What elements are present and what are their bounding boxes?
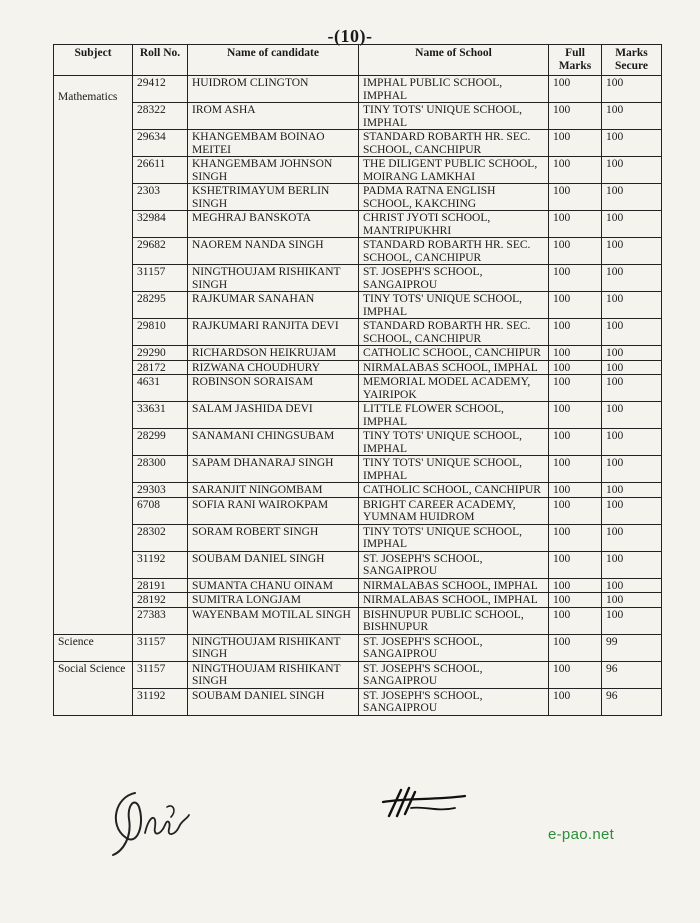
table-row xyxy=(54,130,662,157)
school-cell: NIRMALABAS SCHOOL, IMPHAL xyxy=(359,578,549,593)
full-marks-cell: 100 xyxy=(549,211,602,238)
marks-secured-cell: 100 xyxy=(602,402,662,429)
full-marks-cell: 100 xyxy=(549,157,602,184)
roll-cell: 28300 xyxy=(133,456,188,483)
marks-secured-cell: 100 xyxy=(602,593,662,608)
table-row xyxy=(54,429,662,456)
results-table xyxy=(53,44,662,716)
school-cell: CATHOLIC SCHOOL, CANCHIPUR xyxy=(359,483,549,498)
table-row xyxy=(54,593,662,608)
roll-cell: 29303 xyxy=(133,483,188,498)
candidate-cell: NINGTHOUJAM RISHIKANT SINGH xyxy=(188,661,359,688)
school-cell: ST. JOSEPH'S SCHOOL, SANGAIPROU xyxy=(359,551,549,578)
candidate-cell: SORAM ROBERT SINGH xyxy=(188,524,359,551)
table-row xyxy=(54,265,662,292)
marks-secured-cell: 100 xyxy=(602,375,662,402)
school-cell: BRIGHT CAREER ACADEMY, YUMNAM HUIDROM xyxy=(359,497,549,524)
candidate-cell: SAPAM DHANARAJ SINGH xyxy=(188,456,359,483)
table-row xyxy=(54,157,662,184)
roll-cell: 29412 xyxy=(133,76,188,103)
roll-cell: 29634 xyxy=(133,130,188,157)
roll-cell: 28191 xyxy=(133,578,188,593)
table-row xyxy=(54,688,662,715)
table-row xyxy=(54,551,662,578)
marks-secured-cell: 96 xyxy=(602,661,662,688)
candidate-cell: SOUBAM DANIEL SINGH xyxy=(188,688,359,715)
marks-secured-cell: 100 xyxy=(602,130,662,157)
candidate-cell: SARANJIT NINGOMBAM xyxy=(188,483,359,498)
header-roll-no: Roll No. xyxy=(133,45,188,76)
candidate-cell: ROBINSON SORAISAM xyxy=(188,375,359,402)
full-marks-cell: 100 xyxy=(549,483,602,498)
table-row xyxy=(54,497,662,524)
school-cell: MEMORIAL MODEL ACADEMY, YAIRIPOK xyxy=(359,375,549,402)
subject-label: Mathematics xyxy=(58,91,118,103)
full-marks-cell: 100 xyxy=(549,593,602,608)
signature-right-icon xyxy=(375,782,470,822)
full-marks-cell: 100 xyxy=(549,292,602,319)
roll-cell: 28172 xyxy=(133,360,188,375)
table-header-row xyxy=(54,45,662,76)
marks-secured-cell: 100 xyxy=(602,265,662,292)
candidate-cell: SUMANTA CHANU OINAM xyxy=(188,578,359,593)
school-cell: STANDARD ROBARTH HR. SEC. SCHOOL, CANCHIPUR xyxy=(359,319,549,346)
full-marks-cell: 100 xyxy=(549,238,602,265)
roll-cell: 31192 xyxy=(133,688,188,715)
marks-secured-cell: 100 xyxy=(602,483,662,498)
page-number: -(10)- xyxy=(327,26,373,46)
candidate-cell: SOFIA RANI WAIROKPAM xyxy=(188,497,359,524)
full-marks-cell: 100 xyxy=(549,360,602,375)
roll-cell: 33631 xyxy=(133,402,188,429)
school-cell: TINY TOTS' UNIQUE SCHOOL, IMPHAL xyxy=(359,524,549,551)
table-row xyxy=(54,578,662,593)
school-cell: PADMA RATNA ENGLISH SCHOOL, KAKCHING xyxy=(359,184,549,211)
full-marks-cell: 100 xyxy=(549,524,602,551)
school-cell: TINY TOTS' UNIQUE SCHOOL, IMPHAL xyxy=(359,103,549,130)
marks-secured-cell: 100 xyxy=(602,211,662,238)
candidate-cell: NAOREM NANDA SINGH xyxy=(188,238,359,265)
table-row xyxy=(54,211,662,238)
table-row xyxy=(54,483,662,498)
table-row xyxy=(54,184,662,211)
roll-cell: 28302 xyxy=(133,524,188,551)
marks-secured-cell: 100 xyxy=(602,360,662,375)
candidate-cell: RAJKUMAR SANAHAN xyxy=(188,292,359,319)
roll-cell: 26611 xyxy=(133,157,188,184)
table-row xyxy=(54,103,662,130)
school-cell: LITTLE FLOWER SCHOOL, IMPHAL xyxy=(359,402,549,429)
watermark: e-pao.net xyxy=(548,826,615,843)
roll-cell: 6708 xyxy=(133,497,188,524)
header-full-marks: Full Marks xyxy=(549,45,602,76)
roll-cell: 2303 xyxy=(133,184,188,211)
candidate-cell: RIZWANA CHOUDHURY xyxy=(188,360,359,375)
table-body xyxy=(54,76,662,716)
header-marks-secured: Marks Secure xyxy=(602,45,662,76)
table-row xyxy=(54,661,662,688)
school-cell: CATHOLIC SCHOOL, CANCHIPUR xyxy=(359,346,549,361)
marks-secured-cell: 100 xyxy=(602,319,662,346)
candidate-cell: RAJKUMARI RANJITA DEVI xyxy=(188,319,359,346)
full-marks-cell: 100 xyxy=(549,688,602,715)
subject-cell xyxy=(54,76,133,635)
roll-cell: 28299 xyxy=(133,429,188,456)
candidate-cell: SOUBAM DANIEL SINGH xyxy=(188,551,359,578)
roll-cell: 28192 xyxy=(133,593,188,608)
table-row xyxy=(54,346,662,361)
school-cell: ST. JOSEPH'S SCHOOL, SANGAIPROU xyxy=(359,265,549,292)
full-marks-cell: 100 xyxy=(549,497,602,524)
roll-cell: 4631 xyxy=(133,375,188,402)
table-row xyxy=(54,238,662,265)
full-marks-cell: 100 xyxy=(549,402,602,429)
full-marks-cell: 100 xyxy=(549,578,602,593)
marks-secured-cell: 100 xyxy=(602,292,662,319)
roll-cell: 31157 xyxy=(133,661,188,688)
roll-cell: 27383 xyxy=(133,607,188,634)
table-row xyxy=(54,375,662,402)
school-cell: TINY TOTS' UNIQUE SCHOOL, IMPHAL xyxy=(359,456,549,483)
full-marks-cell: 100 xyxy=(549,130,602,157)
school-cell: ST. JOSEPH'S SCHOOL, SANGAIPROU xyxy=(359,634,549,661)
full-marks-cell: 100 xyxy=(549,103,602,130)
marks-secured-cell: 100 xyxy=(602,607,662,634)
table-row xyxy=(54,292,662,319)
table-row xyxy=(54,634,662,661)
school-cell: IMPHAL PUBLIC SCHOOL, IMPHAL xyxy=(359,76,549,103)
school-cell: BISHNUPUR PUBLIC SCHOOL, BISHNUPUR xyxy=(359,607,549,634)
roll-cell: 28322 xyxy=(133,103,188,130)
school-cell: TINY TOTS' UNIQUE SCHOOL, IMPHAL xyxy=(359,292,549,319)
table-row xyxy=(54,524,662,551)
roll-cell: 29290 xyxy=(133,346,188,361)
signature-left-icon xyxy=(105,785,200,860)
full-marks-cell: 100 xyxy=(549,634,602,661)
full-marks-cell: 100 xyxy=(549,375,602,402)
full-marks-cell: 100 xyxy=(549,265,602,292)
candidate-cell: KHANGEMBAM BOINAO MEITEI xyxy=(188,130,359,157)
subject-cell xyxy=(54,661,133,715)
candidate-cell: NINGTHOUJAM RISHIKANT SINGH xyxy=(188,265,359,292)
subject-label: Science xyxy=(58,635,94,648)
candidate-cell: RICHARDSON HEIKRUJAM xyxy=(188,346,359,361)
marks-secured-cell: 99 xyxy=(602,634,662,661)
marks-secured-cell: 100 xyxy=(602,184,662,211)
candidate-cell: NINGTHOUJAM RISHIKANT SINGH xyxy=(188,634,359,661)
school-cell: THE DILIGENT PUBLIC SCHOOL, MOIRANG LAMKHAI xyxy=(359,157,549,184)
table-row xyxy=(54,360,662,375)
school-cell: STANDARD ROBARTH HR. SEC. SCHOOL, CANCHIPUR xyxy=(359,238,549,265)
candidate-cell: SUMITRA LONGJAM xyxy=(188,593,359,608)
candidate-cell: SALAM JASHIDA DEVI xyxy=(188,402,359,429)
school-cell: CHRIST JYOTI SCHOOL, MANTRIPUKHRI xyxy=(359,211,549,238)
candidate-cell: MEGHRAJ BANSKOTA xyxy=(188,211,359,238)
header-candidate-name: Name of candidate xyxy=(188,45,359,76)
candidate-cell: SANAMANI CHINGSUBAM xyxy=(188,429,359,456)
roll-cell: 29682 xyxy=(133,238,188,265)
marks-secured-cell: 100 xyxy=(602,497,662,524)
header-subject: Subject xyxy=(54,45,133,76)
roll-cell: 28295 xyxy=(133,292,188,319)
school-cell: NIRMALABAS SCHOOL, IMPHAL xyxy=(359,593,549,608)
school-cell: ST. JOSEPH'S SCHOOL, SANGAIPROU xyxy=(359,688,549,715)
subject-cell xyxy=(54,634,133,661)
marks-secured-cell: 100 xyxy=(602,551,662,578)
full-marks-cell: 100 xyxy=(549,607,602,634)
full-marks-cell: 100 xyxy=(549,184,602,211)
table-row xyxy=(54,76,662,103)
full-marks-cell: 100 xyxy=(549,661,602,688)
subject-label: Social Science xyxy=(58,662,126,675)
candidate-cell: KHANGEMBAM JOHNSON SINGH xyxy=(188,157,359,184)
marks-secured-cell: 100 xyxy=(602,103,662,130)
header-school-name: Name of School xyxy=(359,45,549,76)
full-marks-cell: 100 xyxy=(549,346,602,361)
roll-cell: 31157 xyxy=(133,634,188,661)
marks-secured-cell: 100 xyxy=(602,456,662,483)
table-row xyxy=(54,319,662,346)
school-cell: STANDARD ROBARTH HR. SEC. SCHOOL, CANCHIPUR xyxy=(359,130,549,157)
candidate-cell: KSHETRIMAYUM BERLIN SINGH xyxy=(188,184,359,211)
full-marks-cell: 100 xyxy=(549,551,602,578)
marks-secured-cell: 100 xyxy=(602,524,662,551)
school-cell: NIRMALABAS SCHOOL, IMPHAL xyxy=(359,360,549,375)
marks-secured-cell: 100 xyxy=(602,578,662,593)
roll-cell: 31192 xyxy=(133,551,188,578)
roll-cell: 31157 xyxy=(133,265,188,292)
table-row xyxy=(54,402,662,429)
roll-cell: 32984 xyxy=(133,211,188,238)
full-marks-cell: 100 xyxy=(549,76,602,103)
marks-secured-cell: 100 xyxy=(602,157,662,184)
table-row xyxy=(54,607,662,634)
candidate-cell: IROM ASHA xyxy=(188,103,359,130)
full-marks-cell: 100 xyxy=(549,429,602,456)
marks-secured-cell: 100 xyxy=(602,76,662,103)
marks-secured-cell: 100 xyxy=(602,429,662,456)
full-marks-cell: 100 xyxy=(549,319,602,346)
marks-secured-cell: 100 xyxy=(602,346,662,361)
table-row xyxy=(54,456,662,483)
candidate-cell: HUIDROM CLINGTON xyxy=(188,76,359,103)
marks-secured-cell: 100 xyxy=(602,238,662,265)
roll-cell: 29810 xyxy=(133,319,188,346)
school-cell: TINY TOTS' UNIQUE SCHOOL, IMPHAL xyxy=(359,429,549,456)
full-marks-cell: 100 xyxy=(549,456,602,483)
candidate-cell: WAYENBAM MOTILAL SINGH xyxy=(188,607,359,634)
school-cell: ST. JOSEPH'S SCHOOL, SANGAIPROU xyxy=(359,661,549,688)
marks-secured-cell: 96 xyxy=(602,688,662,715)
